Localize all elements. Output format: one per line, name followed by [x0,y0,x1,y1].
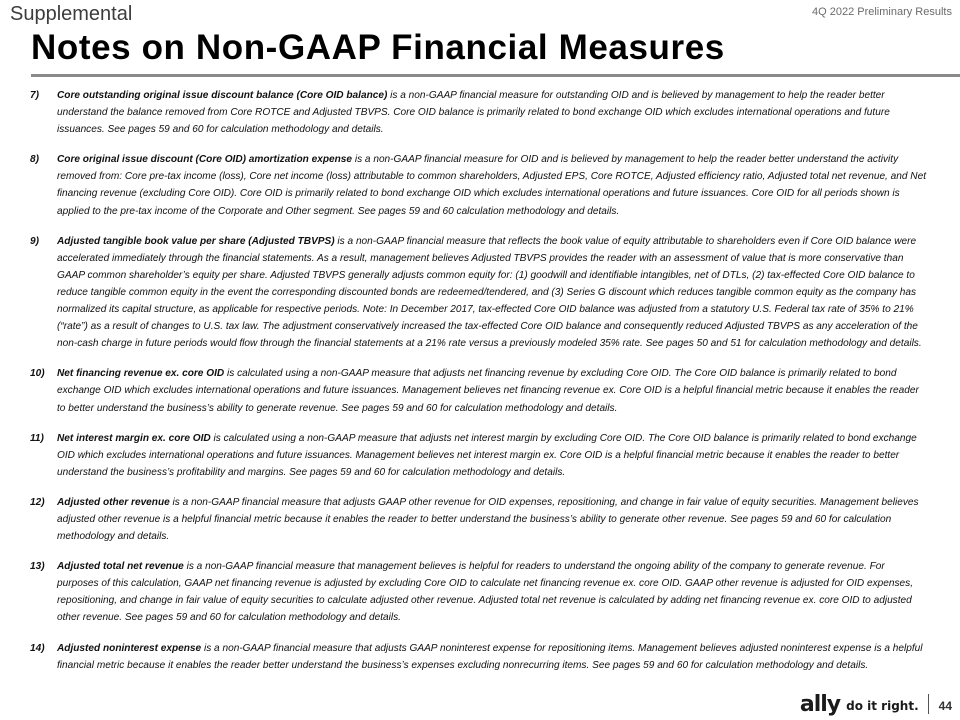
note-term: Adjusted tangible book value per share (Adjusted TBVPS) [57,235,335,247]
note-text: is calculated using a non-GAAP measure that adjusts net interest margin by excluding Core OID. The Core OID balance is primarily related to bond exchange OID which excludes international operations and future issuances. Management believes net interest margin ex. Core OID is a helpful financial metric because it enables the reader to better understand the business’s profitability and margins. See pages 59 and 60 for calculation methodology and details. [57,432,917,478]
title-divider [31,74,960,77]
notes-list [30,87,926,687]
footer [800,692,952,716]
note-item [30,151,926,219]
note-number: 11) [30,432,44,444]
note-number: 7) [30,90,39,101]
report-label: 4Q 2022 Preliminary Results [811,6,952,18]
brand-tagline: do it right. [846,699,919,713]
note-item [30,233,926,353]
note-number: 8) [30,154,39,166]
note-item [30,430,926,481]
note-number: 12) [30,496,45,508]
note-term: Core original issue discount (Core OID) amortization expense [57,154,353,166]
note-text: is a non-GAAP financial measure for OID and is believed by management to help the reader better understand the activity removed from: Core pre-tax income (loss), Core net income (loss) attributable to common shareholders, Adjusted EPS, Core ROTCE, Adjusted efficiency ratio, Adjusted total net revenue, and Net financing revenue (excluding Core OID). Core OID is primarily related to bond exchange OID which excludes international operations and future issuances. Core OID for all periods shown is applied to the pre-tax income of the Corporate and Other segment. See pages 59 and 60 calculation methodology and details. [57,154,927,217]
section-label: Supplemental [10,3,133,25]
note-item [30,87,926,138]
note-text: is a non-GAAP financial measure for outstanding OID and is believed by management to help the reader better understand the balance removed from Core ROTCE and Adjusted TBVPS. Core OID balance is primarily related to bond exchange OID which excludes international operations and future issuances. See pages 59 and 60 for calculation methodology and details. [57,90,890,136]
note-term: Adjusted total net revenue [57,561,184,573]
note-text: is a non-GAAP financial measure that adjusts GAAP other revenue for OID expenses, repositioning, and change in fair value of equity securities. Management believes adjusted other revenue is a helpful financial metric because it enables the reader to better understand the business’s ability to generate other revenue. See pages 59 and 60 for calculation methodology and details. [57,496,919,543]
note-term: Net interest margin ex. core OID [57,432,211,444]
note-number: 9) [30,235,39,247]
note-item [30,494,926,545]
note-number: 13) [30,561,45,573]
page-title: Notes on Non-GAAP Financial Measures [31,28,725,67]
note-item [30,640,926,674]
note-number: 14) [30,642,45,654]
note-text: is a non-GAAP financial measure that management believes is helpful for readers to understand the ongoing ability of the company to generate revenue. For purposes of this calculation, GAAP net financing revenue is adjusted by excluding Core OID to calculate net financing revenue ex. core OID. GAAP other revenue is adjusted for OID expenses, repositioning, and change in fair value of equity securities to calculate adjusted other revenue. Adjusted total net revenue is calculated by adding net financing revenue ex. core OID to adjusted other revenue. See pages 59 and 60 for calculation methodology and details. [57,561,914,624]
note-item [30,558,926,626]
note-term: Adjusted noninterest expense [57,642,202,654]
note-term: Core outstanding original issue discount balance (Core OID balance) [57,90,388,101]
note-term: Adjusted other revenue [57,496,170,508]
note-text: is a non-GAAP financial measure that adjusts GAAP noninterest expense for repositioning items. Management believes adjusted noninterest expense is a helpful financial metric because it enables the reader better understand the business’s expenses excluding nonrecurring items. See pages 59 and 60 for calculation methodology and details. [57,642,923,671]
note-number: 10) [30,368,45,380]
footer-divider [928,694,929,714]
ally-logo: ally [799,691,841,717]
note-item [30,365,926,416]
note-text: is a non-GAAP financial measure that reflects the book value of equity attributable to shareholders even if Core OID balance were accelerated immediately through the financial statements. As a result, management believes Adjusted TBVPS provides the reader with an assessment of value that is more conservative than GAAP common shareholder’s equity per share. Adjusted TBVPS generally adjusts common equity for: (1) goodwill and identifiable intangibles, net of DTLs, (2) tax-effected Core OID balance to reduce tangible common equity in the event the corresponding discounted bonds are redeemed/tendered, and (3) Series G discount which reduces tangible common equity as the company has normalized its capital structure, as applicable for respective periods. Note: In December 2017, tax-effected Core OID balance was adjusted from a statutory U.S. Federal tax rate of 35% to 21% (“rate”) as a result of changes to U.S. tax law. The adjustment conservatively increased the tax-effected Core OID balance and consequently reduced Adjusted TBVPS as any acceleration of the non-cash charge in future periods would flow through the financial statements at a 21% rate versus a previously modeled 35% rate. See pages 50 and 51 for calculation methodology and details. [57,235,922,350]
note-term: Net financing revenue ex. core OID [57,368,225,380]
note-text: is calculated using a non-GAAP measure that adjusts net financing revenue by excluding Core OID. The Core OID balance is primarily related to bond exchange OID which excludes international operations and future issuances. Management believes net financing revenue ex. Core OID is a helpful financial metric because it enables the reader to better understand the business’s ability to generate revenue. See pages 59 and 60 for calculation methodology and details. [57,368,919,414]
page-number: 44 [938,698,952,713]
